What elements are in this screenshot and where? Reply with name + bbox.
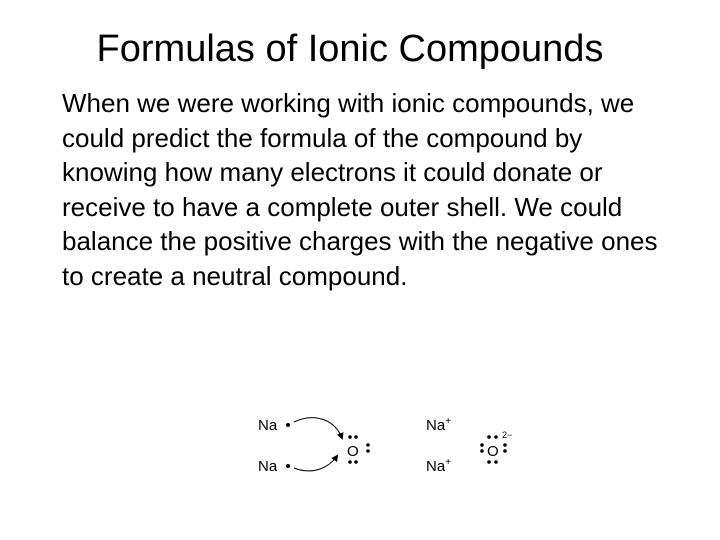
slide-body-text: When we were working with ionic compounds, we could predict the formula of the compound by knowing how many electrons it could donate or receive to have a complete outer shell. We could balance the positive charges with the negative ones to create a neutral compound. [62, 88, 658, 291]
sodium-valence-electron-top [286, 423, 290, 427]
electron-transfer-arrow-bottom [294, 456, 337, 471]
sodium-valence-electron-bottom [286, 464, 290, 468]
sodium-atom-bottom-label: Na [258, 458, 278, 475]
electron-transfer-diagram [258, 417, 370, 475]
oxide-ion-label: O [487, 443, 499, 460]
oxygen-atom-label: O [347, 443, 359, 460]
resulting-ions-diagram [426, 416, 512, 475]
sodium-ion-bottom-label: Na+ [426, 457, 452, 475]
sodium-ion-top-label: Na+ [426, 416, 452, 434]
oxide-ion-charge: 2− [502, 430, 513, 440]
sodium-atom-top-label: Na [258, 417, 278, 434]
electron-transfer-arrow-top [294, 418, 342, 438]
slide-title: Formulas of Ionic Compounds [96, 28, 604, 70]
ionic-bonding-diagram [230, 400, 550, 510]
